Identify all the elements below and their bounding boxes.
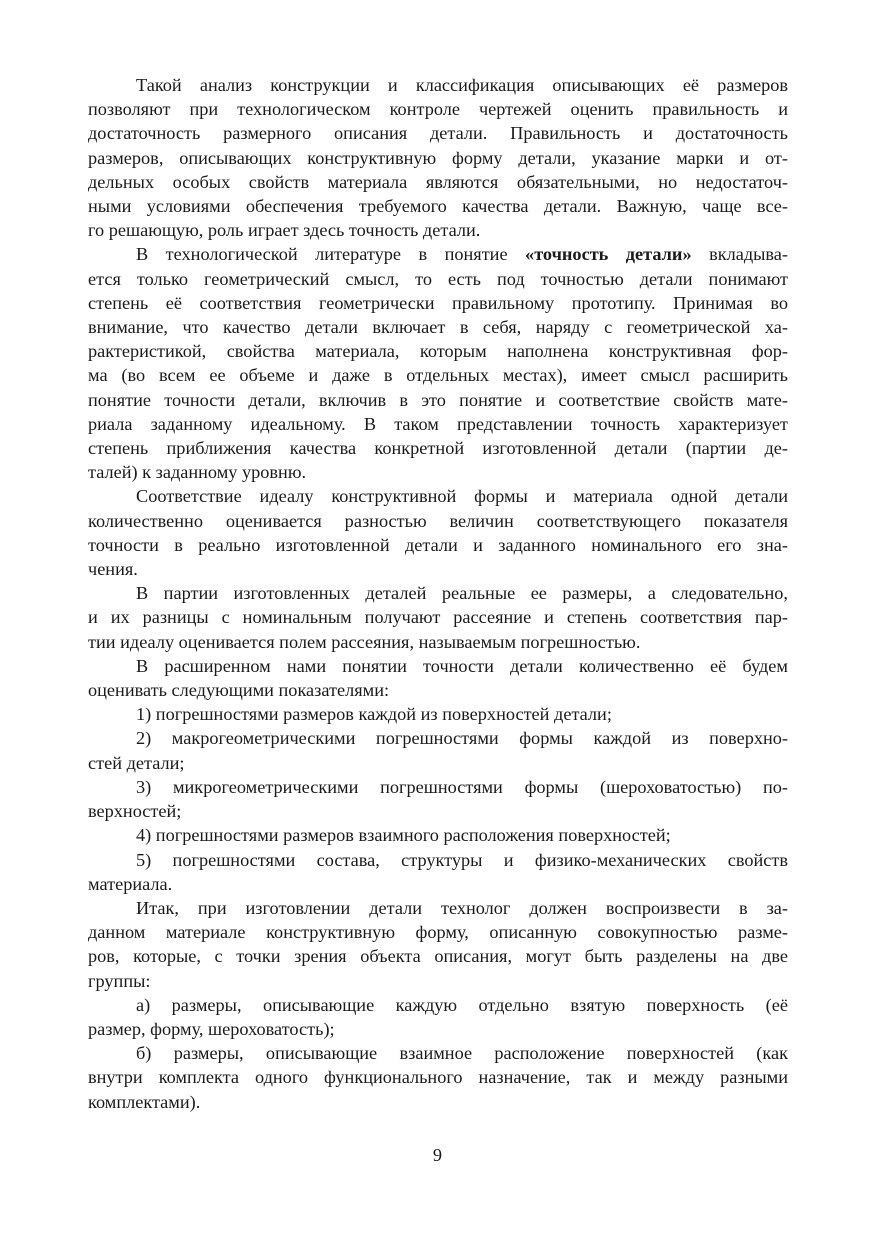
text-line: ма (во всем ее объеме и даже в отдельных местах), имеет смысл расширить xyxy=(88,365,788,386)
text-line: талей) к заданному уровню. xyxy=(88,462,307,483)
list-item-4 xyxy=(88,823,788,847)
text-line: дельных особых свойств материала являются обязательными, но недостаточ- xyxy=(88,171,788,192)
text-line: б) размеры, описывающие взаимное расположение поверхностей (как xyxy=(136,1043,788,1064)
paragraph-5 xyxy=(88,654,788,702)
text-line: Такой анализ конструкции и классификация описывающих её размеров xyxy=(136,75,788,95)
page-body xyxy=(88,73,788,1114)
paragraph-6 xyxy=(88,896,788,993)
text-line: оценивать следующими показателями: xyxy=(88,680,390,701)
text-line: степень приближения качества конкретной изготовленной детали (партии де- xyxy=(88,438,788,459)
text-line: чения. xyxy=(88,559,138,580)
text-line: точности в реально изготовленной детали и заданного номинального его зна- xyxy=(88,534,788,555)
list-item-1 xyxy=(88,702,788,726)
text-line: позволяют при технологическом контроле чертежей оценить правильность и xyxy=(88,99,788,120)
text-line: тии идеалу оценивается полем рассеяния, называемым погрешностью. xyxy=(88,631,641,652)
text-line: ров, которые, с точки зрения объекта описания, могут быть разделены на две xyxy=(88,946,788,967)
text-line: риала заданному идеальному. В таком представлении точность характеризует xyxy=(88,413,788,434)
text-run: вкладыва- xyxy=(691,244,788,265)
text-line: данном материале конструктивную форму, описанную совокупностью разме- xyxy=(88,922,788,943)
text-line: и их разницы с номинальным получают рассеяние и степень соответствия пар- xyxy=(88,607,788,628)
term-bold: «точность детали» xyxy=(525,244,692,265)
text-line: материала. xyxy=(88,873,173,894)
paragraph-2 xyxy=(88,242,788,484)
text-line: 5) погрешностями состава, структуры и физико-механических свойств xyxy=(136,849,788,870)
text-line: внимание, что качество детали включает в себя, наряду с геометрической ха- xyxy=(88,317,788,338)
text-line: понятие точности детали, включив в это понятие и соответствие свойств мате- xyxy=(88,389,788,410)
text-line: группы: xyxy=(88,970,151,991)
text-line: рактеристикой, свойства материала, которым наполнена конструктивная фор- xyxy=(88,341,788,362)
text-line: комплектами). xyxy=(88,1091,201,1112)
paragraph-4 xyxy=(88,581,788,654)
paragraph-1 xyxy=(88,73,788,242)
text-line: 3) микрогеометрическими погрешностями формы (шероховатостью) по- xyxy=(136,776,788,797)
text-line: 4) погрешностями размеров взаимного расположения поверхностей; xyxy=(136,825,671,846)
text-line: 2) макрогеометрическими погрешностями формы каждой из поверхно- xyxy=(136,728,788,749)
text-line: Итак, при изготовлении детали технолог должен воспроизвести в за- xyxy=(136,897,788,918)
list-item-2 xyxy=(88,726,788,774)
text-line: ется только геометрический смысл, то есть под точностью детали понимают xyxy=(88,268,788,289)
page-number: 9 xyxy=(432,1145,443,1165)
text-run: В технологической литературе в понятие xyxy=(136,244,526,265)
text-line xyxy=(88,242,788,266)
text-line: размеров, описывающих конструктивную форму детали, указание марки и от- xyxy=(88,147,788,168)
text-line: стей детали; xyxy=(88,752,185,773)
paragraph-3 xyxy=(88,484,788,581)
text-line: го решающую, роль играет здесь точность детали. xyxy=(88,220,481,241)
text-line: верхностей; xyxy=(88,801,182,822)
text-line: В партии изготовленных деталей реальные ее размеры, а следовательно, xyxy=(136,583,788,604)
list-item-b xyxy=(88,1041,788,1114)
text-line: размер, форму, шероховатость); xyxy=(88,1018,335,1039)
text-line: внутри комплекта одного функционального назначение, так и между разными xyxy=(88,1067,788,1088)
text-line: 1) погрешностями размеров каждой из поверхностей детали; xyxy=(136,704,612,725)
text-line: количественно оценивается разностью величин соответствующего показателя xyxy=(88,510,788,531)
text-line: достаточность размерного описания детали. Правильность и достаточность xyxy=(88,123,788,144)
list-item-3 xyxy=(88,775,788,823)
list-item-5 xyxy=(88,848,788,896)
text-line: В расширенном нами понятии точности детали количественно её будем xyxy=(136,655,788,676)
list-item-a xyxy=(88,993,788,1041)
text-line: ными условиями обеспечения требуемого качества детали. Важную, чаще все- xyxy=(88,196,788,217)
text-line: степень её соответствия геометрически правильному прототипу. Принимая во xyxy=(88,292,788,313)
text-line: Соответствие идеалу конструктивной формы и материала одной детали xyxy=(136,486,788,507)
text-line: а) размеры, описывающие каждую отдельно взятую поверхность (её xyxy=(136,994,788,1015)
